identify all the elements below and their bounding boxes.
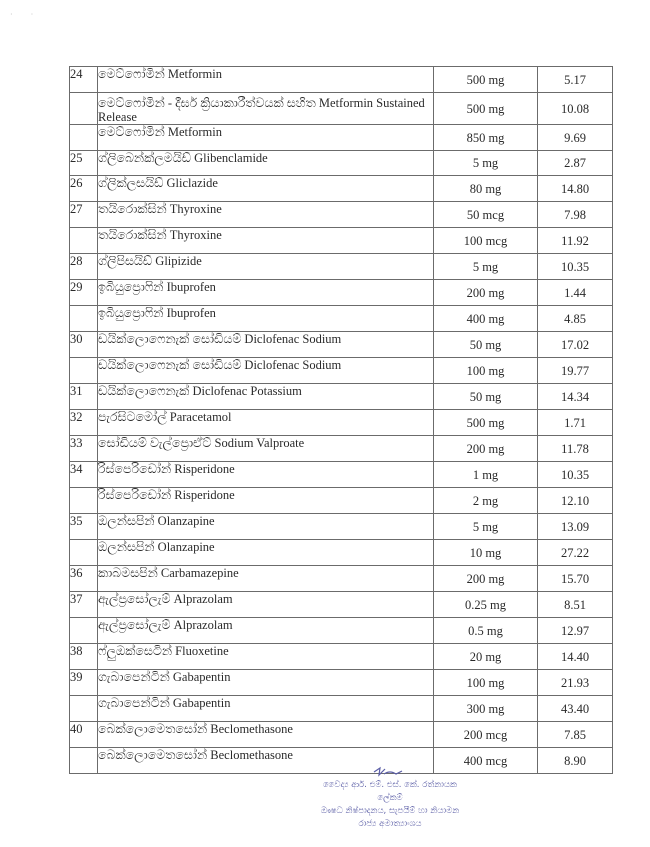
drug-name: ඩයික්ලොෆෙනැක් සෝඩියම් Diclofenac Sodium — [98, 358, 434, 384]
drug-name: ග්ලිපිසයිඩ් Glipizide — [98, 254, 434, 280]
drug-strength: 100 mg — [434, 358, 538, 384]
drug-name: මෙට්ෆෝමින් Metformin — [98, 67, 434, 93]
drug-price: 4.85 — [538, 306, 613, 332]
row-number: 25 — [70, 151, 98, 176]
drug-strength: 400 mg — [434, 306, 538, 332]
drug-name: ඔලන්සපින් Olanzapine — [98, 514, 434, 540]
table-row — [70, 566, 613, 592]
drug-price: 7.85 — [538, 722, 613, 748]
row-number: 35 — [70, 514, 98, 540]
drug-price: 11.78 — [538, 436, 613, 462]
row-number — [70, 748, 98, 774]
table-row — [70, 462, 613, 488]
drug-name: ඔලන්සපින් Olanzapine — [98, 540, 434, 566]
drug-strength: 5 mg — [434, 514, 538, 540]
table-row — [70, 696, 613, 722]
row-number — [70, 540, 98, 566]
drug-strength: 500 mg — [434, 67, 538, 93]
drug-price: 43.40 — [538, 696, 613, 722]
drug-strength: 100 mcg — [434, 228, 538, 254]
drug-name: තයිරොක්සින් Thyroxine — [98, 228, 434, 254]
table-row — [70, 151, 613, 176]
table-row — [70, 384, 613, 410]
drug-price: 1.44 — [538, 280, 613, 306]
table-row — [70, 280, 613, 306]
drug-name: කාබමසපින් Carbamazepine — [98, 566, 434, 592]
table-row — [70, 514, 613, 540]
drug-name: පැරසිටමෝල් Paracetamol — [98, 410, 434, 436]
ministry-line-1: ඖෂධ නිෂ්පාදනය, සැපයීම් හා නියාමන — [320, 806, 460, 816]
drug-strength: 300 mg — [434, 696, 538, 722]
table-row — [70, 306, 613, 332]
drug-strength: 50 mg — [434, 384, 538, 410]
signature-block — [270, 766, 510, 831]
table-row — [70, 540, 613, 566]
drug-price: 21.93 — [538, 670, 613, 696]
row-number: 37 — [70, 592, 98, 618]
drug-strength: 2 mg — [434, 488, 538, 514]
drug-price: 8.51 — [538, 592, 613, 618]
scan-specks: · · — [10, 10, 34, 19]
drug-name: ඩයික්ලොෆෙනැක් Diclofenac Potassium — [98, 384, 434, 410]
drug-strength: 50 mg — [434, 332, 538, 358]
drug-strength: 0.5 mg — [434, 618, 538, 644]
table-row — [70, 644, 613, 670]
drug-price: 8.90 — [538, 748, 613, 774]
drug-name: ග්ලික්ලසයිඩ් Gliclazide — [98, 176, 434, 202]
drug-strength: 400 mcg — [434, 748, 538, 774]
drug-price: 1.71 — [538, 410, 613, 436]
drug-strength: 0.25 mg — [434, 592, 538, 618]
table-row — [70, 670, 613, 696]
row-number: 32 — [70, 410, 98, 436]
row-number: 40 — [70, 722, 98, 748]
drug-name: ෆ්ලුඔක්සෙටින් Fluoxetine — [98, 644, 434, 670]
row-number: 24 — [70, 67, 98, 93]
signatory-name: වෛද්‍ය ආර්. එම්. එස්. කේ. රත්නායක — [323, 780, 457, 790]
drug-name: ගැබාපෙන්ටින් Gabapentin — [98, 670, 434, 696]
drug-price: 11.92 — [538, 228, 613, 254]
drug-strength: 500 mg — [434, 93, 538, 125]
row-number: 36 — [70, 566, 98, 592]
drug-price: 14.34 — [538, 384, 613, 410]
drug-name: සෝඩියම් වැල්ප්‍රොඒට් Sodium Valproate — [98, 436, 434, 462]
drug-price: 19.77 — [538, 358, 613, 384]
row-number: 30 — [70, 332, 98, 358]
drug-name: රිස්පෙරිඩෝන් Risperidone — [98, 488, 434, 514]
drug-name: මෙට්ෆෝමින් Metformin — [98, 125, 434, 151]
drug-name: ඉබියුප්‍රොෆින් Ibuprofen — [98, 280, 434, 306]
row-number — [70, 618, 98, 644]
table-row — [70, 176, 613, 202]
drug-price: 9.69 — [538, 125, 613, 151]
signatory-title: ලේකම් — [377, 793, 403, 803]
table-row — [70, 410, 613, 436]
table-row — [70, 228, 613, 254]
table-row — [70, 202, 613, 228]
drug-strength: 10 mg — [434, 540, 538, 566]
drug-strength: 80 mg — [434, 176, 538, 202]
table-row — [70, 67, 613, 93]
row-number: 31 — [70, 384, 98, 410]
row-number: 26 — [70, 176, 98, 202]
table-row — [70, 254, 613, 280]
table-row — [70, 722, 613, 748]
drug-price: 12.97 — [538, 618, 613, 644]
drug-strength: 500 mg — [434, 410, 538, 436]
table-row — [70, 436, 613, 462]
row-number: 29 — [70, 280, 98, 306]
row-number — [70, 125, 98, 151]
row-number — [70, 306, 98, 332]
table-row — [70, 618, 613, 644]
drug-strength: 5 mg — [434, 254, 538, 280]
drug-strength: 1 mg — [434, 462, 538, 488]
ministry-line-2: රාජ්‍ය අමාත්‍යාංශය — [358, 819, 422, 829]
drug-strength: 100 mg — [434, 670, 538, 696]
drug-name: ඉබියුප්‍රොෆින් Ibuprofen — [98, 306, 434, 332]
signature-mark — [370, 766, 410, 778]
row-number: 34 — [70, 462, 98, 488]
row-number: 27 — [70, 202, 98, 228]
drug-strength: 5 mg — [434, 151, 538, 176]
row-number — [70, 93, 98, 125]
drug-price: 14.40 — [538, 644, 613, 670]
drug-name: ග්ලිබෙන්ක්ලමයිඩ් Glibenclamide — [98, 151, 434, 176]
row-number: 39 — [70, 670, 98, 696]
row-number — [70, 488, 98, 514]
drug-name: තයිරොක්සින් Thyroxine — [98, 202, 434, 228]
row-number: 38 — [70, 644, 98, 670]
drug-name: ඇල්ප්‍රසෝලැම් Alprazolam — [98, 592, 434, 618]
drug-price: 7.98 — [538, 202, 613, 228]
table-row — [70, 488, 613, 514]
table-row — [70, 93, 613, 125]
drug-price: 2.87 — [538, 151, 613, 176]
drug-name: බෙක්ලොමෙතසෝන් Beclomethasone — [98, 722, 434, 748]
row-number — [70, 228, 98, 254]
row-number — [70, 696, 98, 722]
drug-price: 27.22 — [538, 540, 613, 566]
drug-price: 10.35 — [538, 462, 613, 488]
table-row — [70, 358, 613, 384]
row-number — [70, 358, 98, 384]
drug-price: 15.70 — [538, 566, 613, 592]
table-row — [70, 592, 613, 618]
table-row — [70, 125, 613, 151]
drug-name: මෙට්ෆෝමින් - දීර්ඝ ක්‍රියාකාරීත්වයක් සහිත Metformin Sustained Release — [98, 93, 434, 125]
drug-strength: 200 mg — [434, 566, 538, 592]
drug-price: 5.17 — [538, 67, 613, 93]
drug-strength: 20 mg — [434, 644, 538, 670]
table-row — [70, 332, 613, 358]
drug-name: ඇල්ප්‍රසෝලැම් Alprazolam — [98, 618, 434, 644]
drug-name: රිස්පෙරිඩෝන් Risperidone — [98, 462, 434, 488]
drug-price: 14.80 — [538, 176, 613, 202]
drug-strength: 200 mg — [434, 436, 538, 462]
drug-strength: 850 mg — [434, 125, 538, 151]
drug-name: බෙක්ලොමෙතසෝන් Beclomethasone — [98, 748, 434, 774]
drug-name: ගැබාපෙන්ටින් Gabapentin — [98, 696, 434, 722]
drug-price-table — [69, 66, 613, 774]
drug-price: 12.10 — [538, 488, 613, 514]
row-number: 33 — [70, 436, 98, 462]
drug-name: ඩයික්ලොෆෙනැක් සෝඩියම් Diclofenac Sodium — [98, 332, 434, 358]
drug-strength: 200 mg — [434, 280, 538, 306]
drug-price: 10.08 — [538, 93, 613, 125]
drug-price: 13.09 — [538, 514, 613, 540]
row-number: 28 — [70, 254, 98, 280]
drug-strength: 50 mcg — [434, 202, 538, 228]
drug-price: 10.35 — [538, 254, 613, 280]
drug-strength: 200 mcg — [434, 722, 538, 748]
drug-price: 17.02 — [538, 332, 613, 358]
